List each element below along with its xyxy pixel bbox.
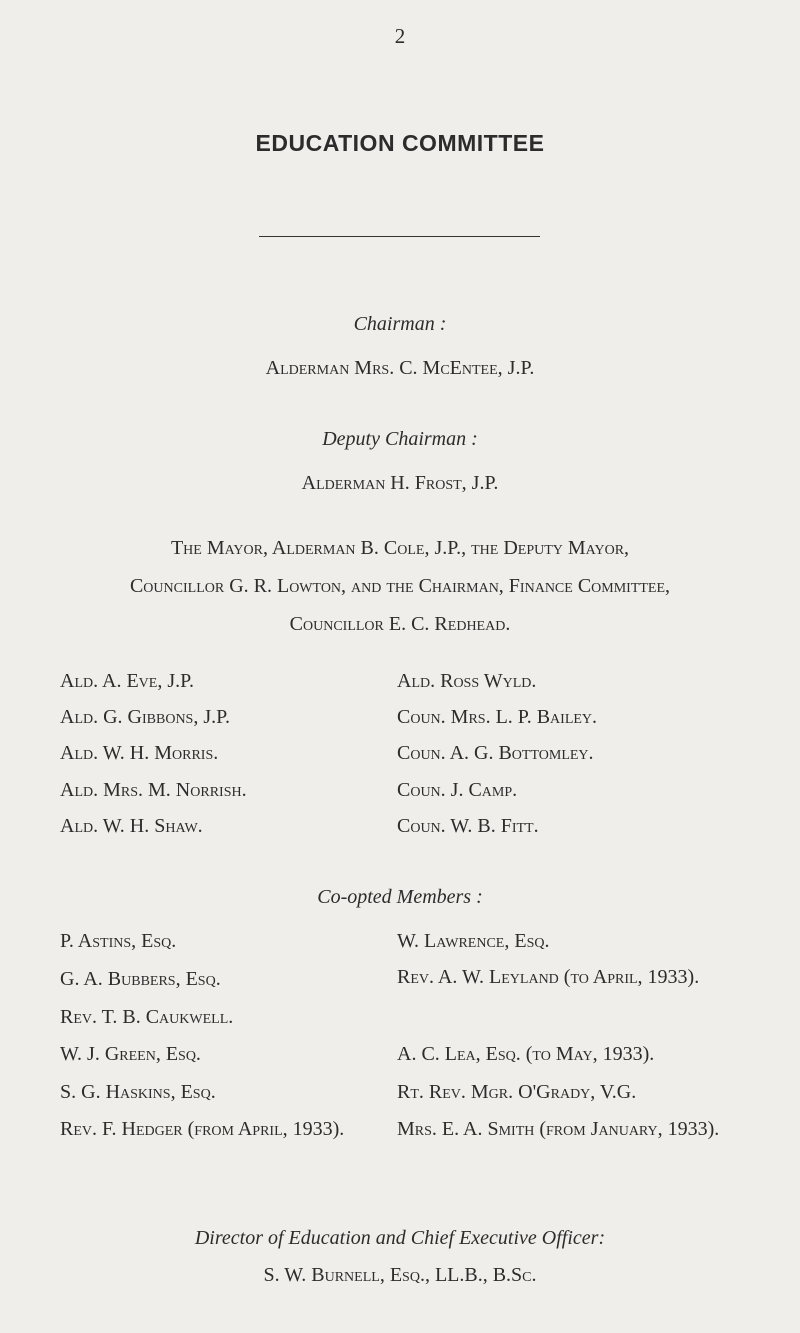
member-left: Ald. W. H. Morris.	[60, 742, 219, 764]
director-label: Director of Education and Chief Executive Officer:	[194, 1227, 606, 1249]
deputy-chairman-label: Deputy Chairman :	[322, 428, 478, 450]
ex-officio-line: The Mayor, Alderman B. Cole, J.P., the Deputy Mayor,	[170, 537, 630, 559]
member-right: Coun. W. B. Fitt.	[397, 815, 539, 837]
member-right: Ald. Ross Wyld.	[397, 670, 537, 692]
coopted-label: Co-opted Members :	[317, 886, 483, 908]
member-right: Coun. A. G. Bottomley.	[397, 742, 594, 764]
page-title: EDUCATION COMMITTEE	[255, 130, 545, 156]
coopted-left: G. A. Bubbers, Esq.	[60, 968, 221, 990]
coopted-right: A. C. Lea, Esq. (to May, 1933).	[397, 1043, 655, 1065]
member-right: Coun. J. Camp.	[397, 779, 518, 801]
deputy-chairman-name: Alderman H. Frost, J.P.	[301, 472, 499, 494]
page-number: 2	[394, 24, 406, 48]
member-left: Ald. A. Eve, J.P.	[60, 670, 195, 692]
director-name: S. W. Burnell, Esq., LL.B., B.Sc.	[263, 1264, 537, 1286]
coopted-left: P. Astins, Esq.	[60, 930, 177, 952]
chairman-label: Chairman :	[353, 313, 447, 335]
member-right: Coun. Mrs. L. P. Bailey.	[397, 706, 598, 728]
member-left: Ald. G. Gibbons, J.P.	[60, 706, 231, 728]
member-left: Ald. Mrs. M. Norrish.	[60, 779, 247, 801]
coopted-right-wrapped: Rev. A. W. Leyland (to April, 1933).	[397, 966, 700, 988]
title-divider	[259, 236, 540, 237]
coopted-right-wrapped: Mrs. E. A. Smith (from January, 1933).	[397, 1118, 720, 1140]
coopted-right: Rt. Rev. Mgr. O'Grady, V.G.	[397, 1081, 637, 1103]
member-left: Ald. W. H. Shaw.	[60, 815, 203, 837]
coopted-left: S. G. Haskins, Esq.	[60, 1081, 216, 1103]
chairman-name: Alderman Mrs. C. McEntee, J.P.	[265, 357, 535, 379]
coopted-left: Rev. T. B. Caukwell.	[60, 1006, 234, 1028]
ex-officio-line: Councillor G. R. Lowton, and the Chairman, Finance Committee,	[129, 575, 671, 597]
coopted-left-wrapped: Rev. F. Hedger (from April, 1933).	[60, 1118, 345, 1140]
coopted-right: W. Lawrence, Esq.	[397, 930, 550, 952]
coopted-left: W. J. Green, Esq.	[60, 1043, 201, 1065]
ex-officio-line: Councillor E. C. Redhead.	[289, 613, 511, 635]
